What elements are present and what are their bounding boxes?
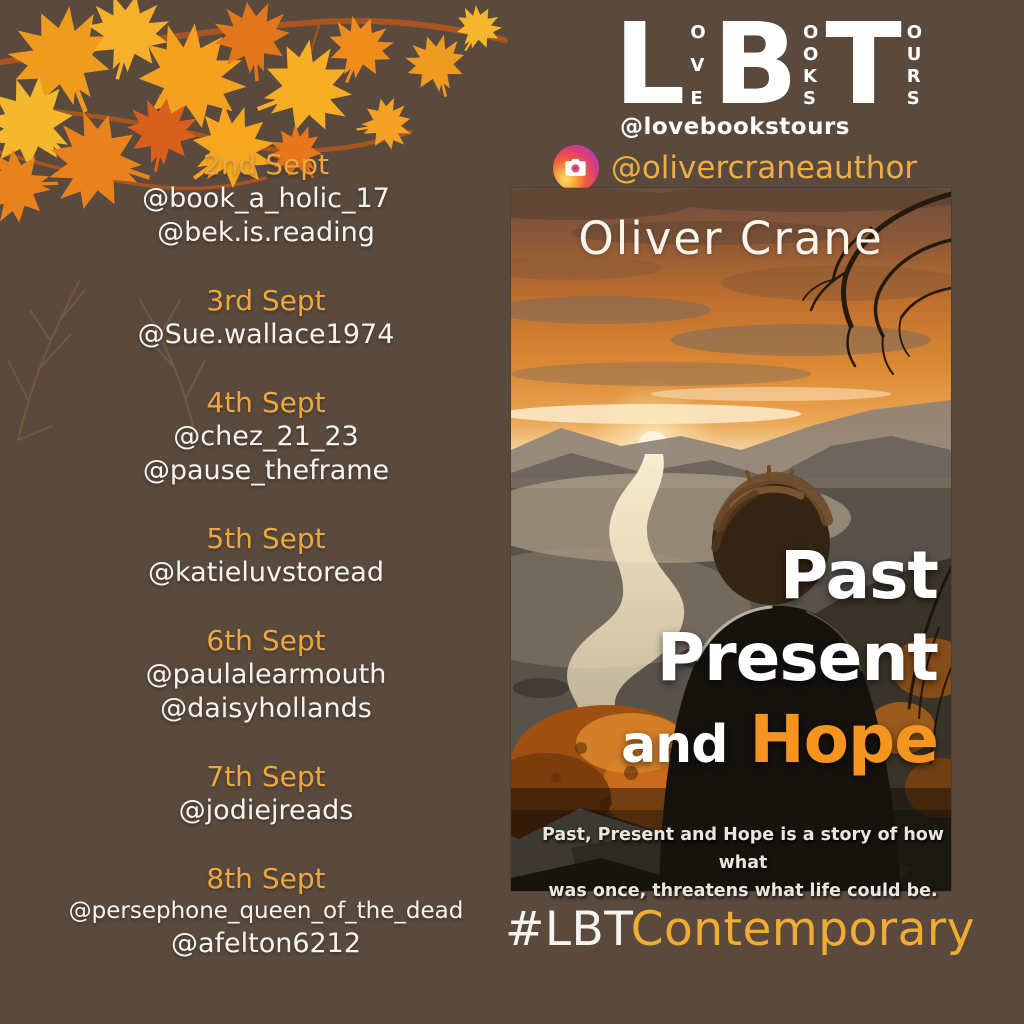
cover-tagline-line1: Past, Present and Hope is a story of how what	[542, 825, 944, 873]
cover-tagline-line2: was once, threatens what life could be.	[548, 881, 938, 901]
hashtag-contemporary: Contemporary	[630, 902, 976, 957]
schedule-date: 8th Sept	[206, 862, 326, 895]
logo-column-ours: O U R S	[906, 22, 923, 109]
schedule-date: 7th Sept	[206, 760, 326, 793]
hashtag-lbt: #LBT	[504, 902, 631, 957]
cover-title-and: and	[621, 715, 728, 775]
cover-title	[621, 535, 938, 786]
schedule-handle: @book_a_holic_17	[142, 183, 390, 214]
logo-letter-l: L	[613, 0, 684, 130]
logo-letter-b: B	[712, 0, 797, 130]
cover-title-hope: Hope	[749, 701, 938, 778]
cover-tagline	[539, 821, 947, 905]
schedule-entry	[16, 760, 516, 828]
cover-title-present: Present	[656, 619, 938, 696]
book-cover	[511, 188, 951, 901]
header	[500, 0, 970, 191]
author-instagram-row	[553, 145, 917, 191]
schedule-date: 6th Sept	[206, 624, 326, 657]
schedule-date: 4th Sept	[206, 386, 326, 419]
hashtag	[500, 902, 980, 957]
schedule-entry	[16, 386, 516, 488]
author-instagram-handle: @olivercraneauthor	[610, 150, 918, 186]
schedule-date: 2nd Sept	[203, 148, 329, 181]
schedule-entry	[16, 148, 516, 250]
schedule-date: 5th Sept	[206, 522, 326, 555]
schedule-handle: @jodiejreads	[178, 795, 354, 826]
schedule-handle: @Sue.wallace1974	[137, 319, 395, 350]
logo-column-ove: O V E	[690, 22, 706, 109]
schedule-handle: @persephone_queen_of_the_dead	[68, 898, 464, 924]
schedule-entry	[16, 862, 516, 961]
schedule-entry	[16, 522, 516, 590]
schedule-handle: @daisyhollands	[160, 693, 372, 724]
logo-letter-t: T	[825, 0, 900, 130]
cover-title-and-hope	[621, 699, 938, 786]
schedule-date: 3rd Sept	[206, 284, 326, 317]
schedule-handle: @katieluvstoread	[148, 557, 384, 588]
lbt-logo	[613, 0, 923, 130]
schedule-handle: @paulalearmouth	[145, 659, 387, 690]
schedule-handle: @pause_theframe	[142, 455, 390, 486]
schedule-handle: @bek.is.reading	[157, 217, 375, 248]
cover-author-name: Oliver Crane	[578, 212, 884, 265]
schedule-entry	[16, 624, 516, 726]
cover-title-past: Past	[780, 537, 938, 614]
schedule-handle: @afelton6212	[170, 928, 362, 959]
tour-schedule	[16, 148, 516, 961]
instagram-camera-icon	[553, 145, 599, 191]
logo-column-ooks: O O K S	[803, 22, 819, 109]
schedule-handle: @chez_21_23	[173, 421, 359, 452]
lovebookstours-handle: @lovebookstours	[619, 114, 851, 140]
schedule-entry	[16, 284, 516, 352]
